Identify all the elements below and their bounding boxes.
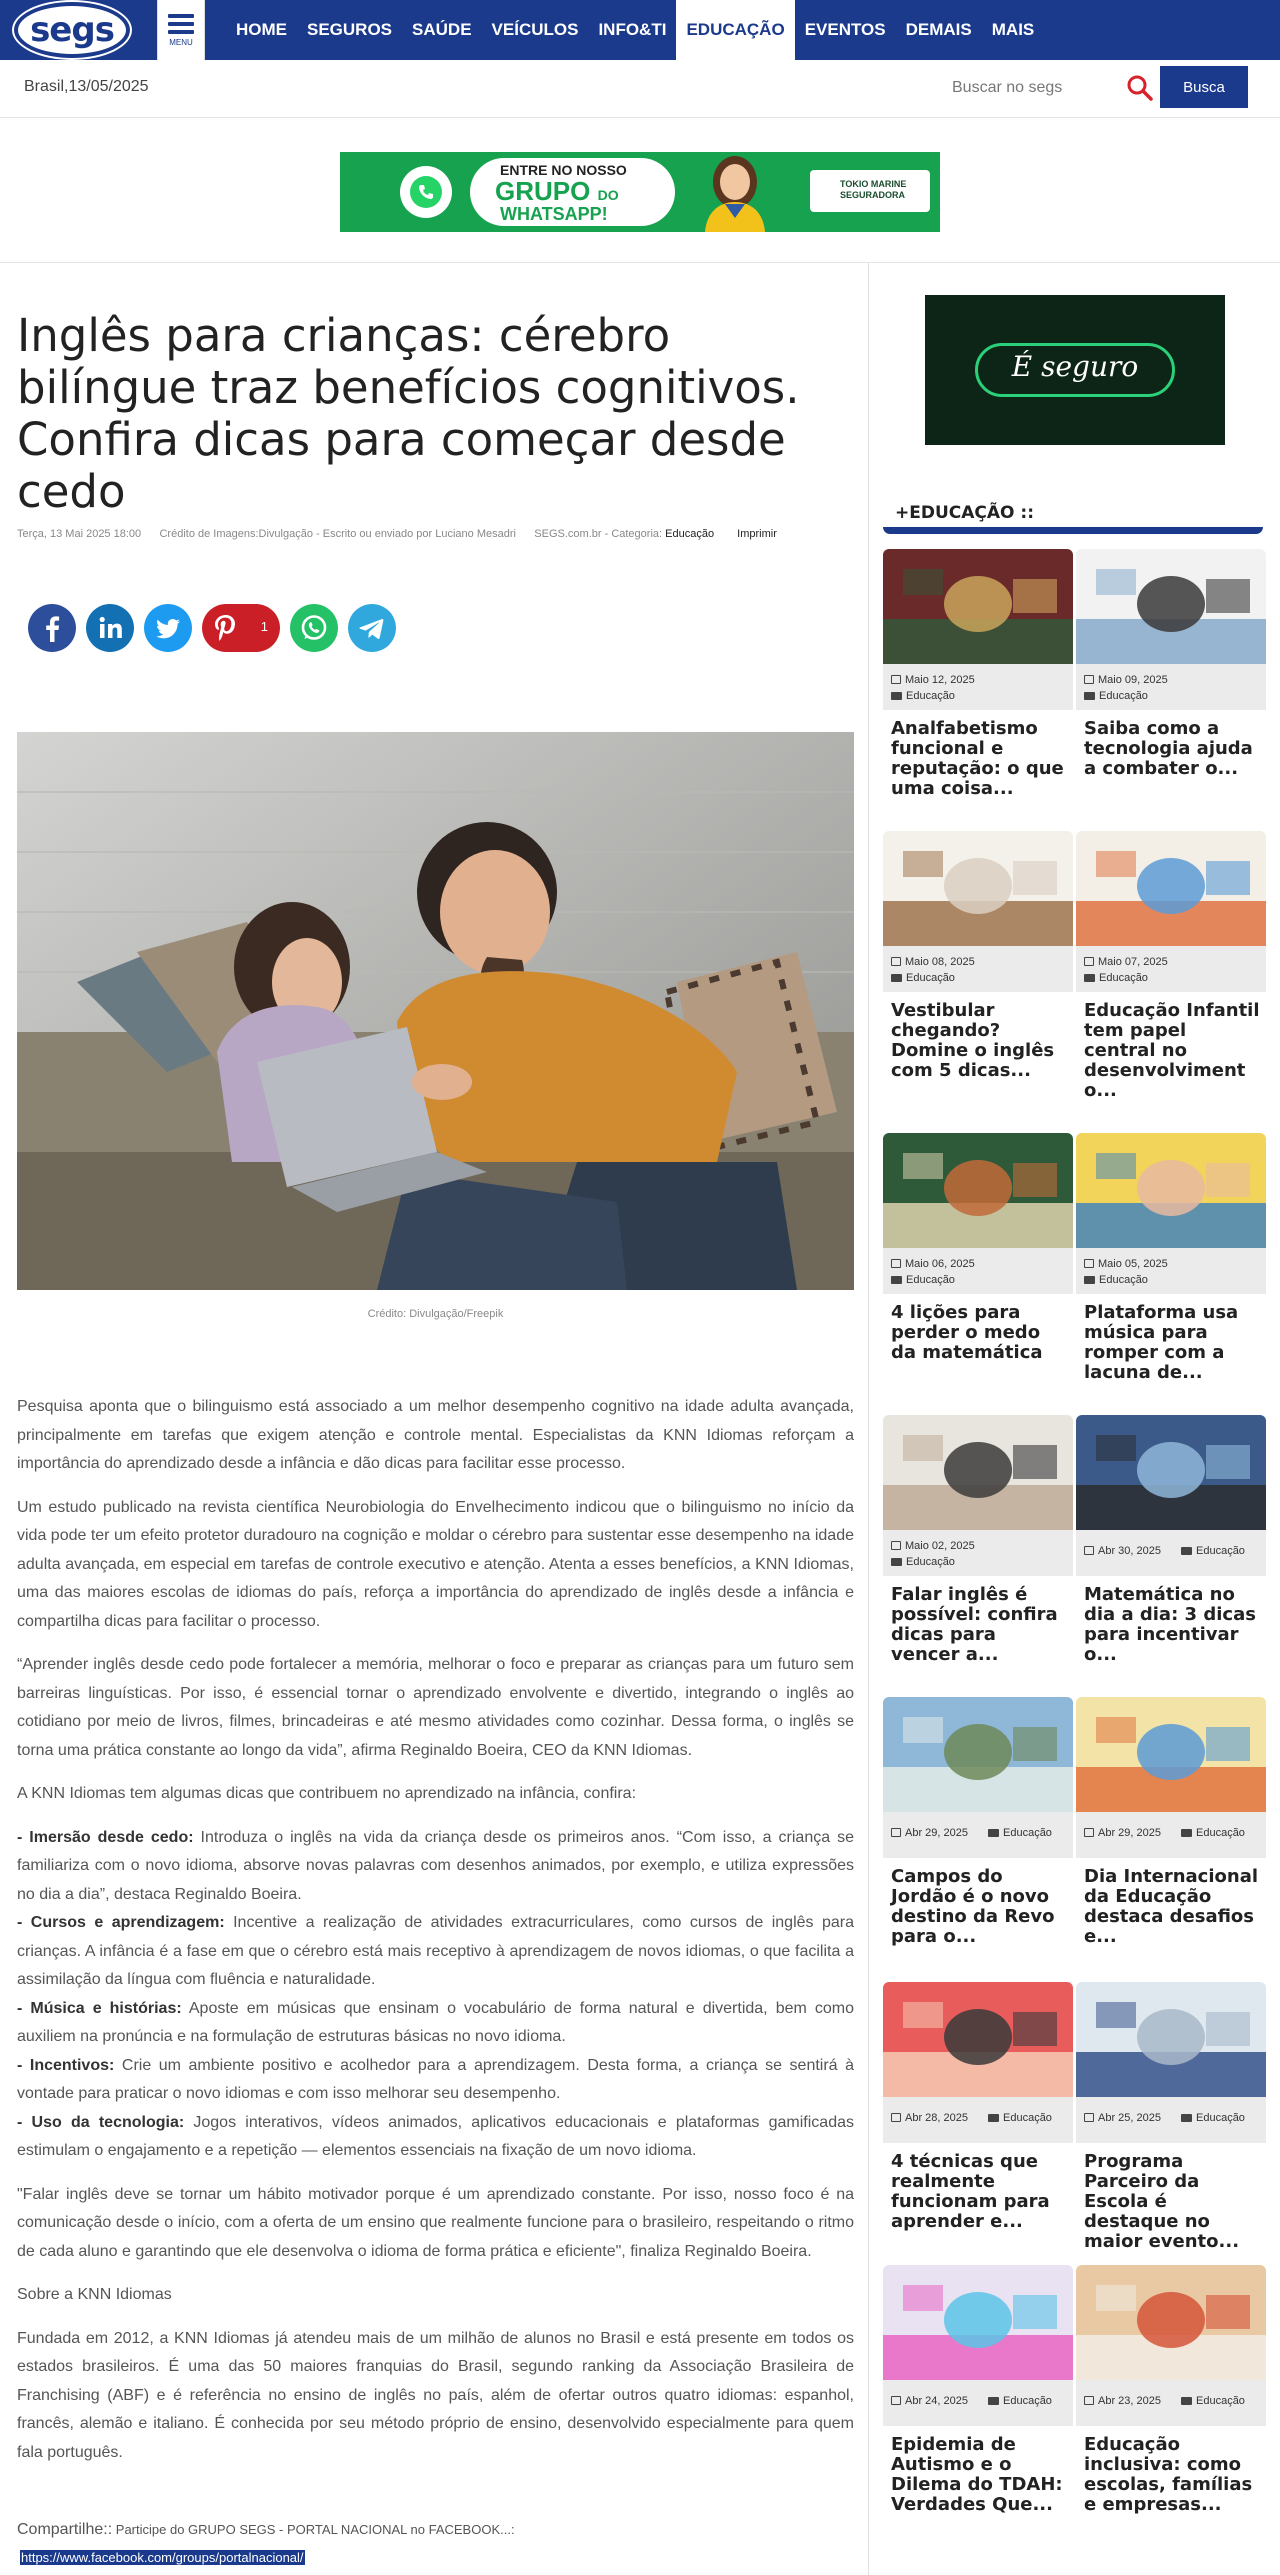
card-meta bbox=[1076, 1530, 1266, 1576]
calendar-icon bbox=[891, 2113, 901, 2122]
calendar-icon bbox=[1084, 957, 1094, 966]
folder-icon bbox=[891, 1276, 902, 1284]
card-title[interactable]: Analfabetismo funcional e reputação: o que uma coisa... bbox=[891, 718, 1064, 799]
facebook-icon[interactable] bbox=[28, 604, 76, 652]
article-subheading: Sobre a KNN Idiomas bbox=[17, 2286, 172, 2303]
related-article-card[interactable] bbox=[883, 549, 1073, 799]
folder-icon bbox=[891, 1558, 902, 1566]
card-category[interactable]: Educação bbox=[1181, 1545, 1245, 1557]
sidebar-section-underline bbox=[883, 527, 1263, 534]
card-category[interactable]: Educação bbox=[891, 1274, 955, 1286]
card-date: Maio 06, 2025 bbox=[891, 1258, 975, 1270]
tip-item bbox=[17, 2057, 854, 2103]
nav-item-info-ti[interactable]: INFO&TI bbox=[598, 20, 667, 39]
banner-line-3: WHATSAPP! bbox=[500, 204, 608, 224]
menu-label: MENU bbox=[169, 37, 193, 47]
nav-item-saude[interactable]: SAÚDE bbox=[412, 20, 472, 39]
phone-icon bbox=[416, 182, 436, 202]
tip-item bbox=[17, 1914, 854, 1988]
related-article-card[interactable] bbox=[883, 1415, 1073, 1665]
tip-text: Aposte em músicas que ensinam o vocabulário de forma natural e divertida, bem como auxiliem na pronúncia e na formulação de estruturas básicas no novo idioma. bbox=[17, 1999, 855, 2045]
article-date: Terça, 13 Mai 2025 18:00 bbox=[17, 528, 142, 540]
card-title[interactable]: Campos do Jordão é o novo destino da Revo para o... bbox=[891, 1866, 1055, 1947]
card-category[interactable]: Educação bbox=[988, 2112, 1052, 2124]
linkedin-icon[interactable] bbox=[86, 604, 134, 652]
facebook-group-link[interactable]: https://www.facebook.com/groups/portalnacional/ bbox=[21, 2550, 304, 2565]
card-category[interactable]: Educação bbox=[1084, 690, 1148, 702]
tip-text: Crie um ambiente positivo e acolhedor para a aprendizagem. Desta forma, a criança se sentirá à vontade para praticar o novo idiomas e com isso melhorar seu desempenho. bbox=[17, 2056, 855, 2102]
card-date: Abr 29, 2025 bbox=[891, 1827, 968, 1839]
card-title[interactable]: Vestibular chegando? Domine o inglês com 5 dicas... bbox=[891, 1000, 1055, 1081]
date-search-bar bbox=[0, 60, 1280, 118]
nav-item-demais[interactable]: DEMAIS bbox=[905, 20, 972, 39]
whatsapp-group-banner[interactable] bbox=[340, 152, 940, 232]
card-meta bbox=[1076, 2380, 1266, 2426]
sidebar-ad-text: É seguro bbox=[1011, 350, 1139, 383]
card-category[interactable]: Educação bbox=[891, 1556, 955, 1568]
article-thumbnail[interactable] bbox=[883, 549, 1073, 664]
card-title[interactable]: Programa Parceiro da Escola é destaque no maior evento... bbox=[1084, 2151, 1240, 2252]
folder-icon bbox=[891, 692, 902, 700]
folder-icon bbox=[988, 2397, 999, 2405]
card-title[interactable]: Plataforma usa música para romper com a lacuna de... bbox=[1084, 1302, 1239, 1383]
nav-item-home[interactable]: HOME bbox=[236, 20, 287, 39]
article-site: SEGS.com.br - Categoria: bbox=[534, 528, 663, 540]
section-divider bbox=[0, 262, 1280, 263]
card-category[interactable]: Educação bbox=[988, 1827, 1052, 1839]
tip-text: Introduza o inglês na vida da criança desde os primeiros anos. “Com isso, a criança se familiariza com o novo idioma, absorve novas palavras com desenhos animados, por exemplo, e utiliza expressões no dia a dia”, destaca Reginaldo Boeira. bbox=[17, 1828, 854, 1903]
related-article-card[interactable] bbox=[883, 1697, 1073, 1947]
calendar-icon bbox=[891, 675, 901, 684]
tip-item bbox=[17, 2114, 854, 2160]
search-button[interactable]: Busca bbox=[1160, 66, 1248, 108]
card-category[interactable]: Educação bbox=[891, 972, 955, 984]
calendar-icon bbox=[891, 957, 901, 966]
article-thumbnail[interactable] bbox=[1076, 1697, 1266, 1812]
folder-icon bbox=[1084, 974, 1095, 982]
calendar-icon bbox=[1084, 1546, 1094, 1555]
share-prefix: Compartilhe:: bbox=[17, 2521, 113, 2538]
pinterest-share-button[interactable] bbox=[202, 604, 280, 652]
banner-line-2-main: GRUPO bbox=[495, 176, 591, 206]
related-article-card[interactable] bbox=[1076, 549, 1266, 799]
search-input[interactable] bbox=[946, 73, 1126, 103]
card-meta bbox=[1076, 1248, 1266, 1294]
card-date: Abr 29, 2025 bbox=[1084, 1827, 1161, 1839]
card-category[interactable]: Educação bbox=[891, 690, 955, 702]
card-date: Maio 12, 2025 bbox=[891, 674, 975, 686]
article-paragraph: A KNN Idiomas tem algumas dicas que contribuem no aprendizado na infância, confira: bbox=[17, 1785, 637, 1802]
card-meta bbox=[883, 2380, 1073, 2426]
article-thumbnail[interactable] bbox=[1076, 2265, 1266, 2380]
card-title[interactable]: Matemática no dia a dia: 3 dicas para incentivar o... bbox=[1084, 1584, 1256, 1665]
related-article-card[interactable] bbox=[883, 2265, 1073, 2515]
card-date: Maio 08, 2025 bbox=[891, 956, 975, 968]
card-date: Abr 23, 2025 bbox=[1084, 2395, 1161, 2407]
tip-label: - Uso da tecnologia: bbox=[17, 2113, 185, 2131]
article-thumbnail[interactable] bbox=[883, 831, 1073, 946]
banner-line-1: ENTRE NO NOSSO bbox=[500, 162, 627, 178]
article-category-link[interactable]: Educação bbox=[665, 528, 715, 540]
article-paragraph: Um estudo publicado na revista científica Neurobiologia do Envelhecimento indicou que o bilinguismo no início da vida pode ter um efeito protetor duradouro na cognição e moldar o cérebro para sustentar esse desempenho na idade adulta avançada, em especial em tarefas de controle executivo e atenção. Atenta a esses benefícios, a KNN Idiomas, uma das maiores escolas de idiomas do país, reforça a importância do aprendizado de inglês desde a infância e compartilha dicas para facilitar o processo. bbox=[17, 1498, 854, 1630]
nav-item-educacao[interactable]: EDUCAÇÃO bbox=[676, 0, 794, 60]
article-thumbnail[interactable] bbox=[1076, 1982, 1266, 2097]
top-navigation-bar bbox=[0, 0, 1280, 60]
card-meta bbox=[1076, 1812, 1266, 1858]
card-date: Maio 02, 2025 bbox=[891, 1540, 975, 1552]
article-title: Inglês para crianças: cérebro bilíngue traz benefícios cognitivos. Confira dicas para começar desde cedo bbox=[17, 309, 800, 518]
card-meta bbox=[883, 2097, 1073, 2143]
related-article-card[interactable] bbox=[883, 1133, 1073, 1383]
site-logo[interactable] bbox=[14, 2, 130, 58]
folder-icon bbox=[1181, 2397, 1192, 2405]
folder-icon bbox=[988, 1829, 999, 1837]
banner-line-2-small: DO bbox=[597, 187, 619, 203]
tip-text: Jogos interativos, vídeos animados, aplicativos educacionais e plataformas gamificadas estimulam o engajamento e a repetição — elementos essenciais na fixação de um novo idioma. bbox=[17, 2113, 854, 2159]
article-paragraph: "Falar inglês deve se tornar um hábito motivador porque é um aprendizado constante. Por isso, nosso foco é na comunicação desde o início, com a oferta de um ensino que realmente funcione para o brasileiro, respeitando o ritmo de cada aluno e garantindo que ele desenvolva o idioma de forma prática e eficiente", finaliza Reginaldo Boeira. bbox=[17, 2185, 854, 2260]
calendar-icon bbox=[1084, 1259, 1094, 1268]
card-title[interactable]: 4 técnicas que realmente funcionam para aprender e... bbox=[891, 2151, 1050, 2232]
calendar-icon bbox=[1084, 1828, 1094, 1837]
card-title[interactable]: Educação inclusiva: como escolas, famílias e empresas... bbox=[1084, 2434, 1253, 2515]
related-article-card[interactable] bbox=[1076, 1982, 1266, 2252]
logo-text: segs bbox=[30, 10, 114, 50]
article-thumbnail[interactable] bbox=[883, 2265, 1073, 2380]
calendar-icon bbox=[891, 1828, 901, 1837]
photo-caption: Crédito: Divulgação/Freepik bbox=[367, 1308, 504, 1320]
sponsor-logo: TOKIO MARINE SEGURADORA bbox=[810, 170, 930, 212]
menu-button[interactable] bbox=[157, 0, 205, 60]
card-category[interactable]: Educação bbox=[1084, 1274, 1148, 1286]
folder-icon bbox=[1084, 1276, 1095, 1284]
article-paragraph: Fundada em 2012, a KNN Idiomas já atendeu mais de um milhão de alunos no Brasil e está presente em todos os estados brasileiros. É uma das 50 maiores franquias do Brasil, segundo ranking da Associação Brasileira de Franchising (ABF) e é referência no ensino de inglês no país, além de ofertar outros quatro idiomas: espanhol, francês, alemão e italiano. É conhecida por seu método próprio de ensino, desenvolvido especialmente para quem fala português. bbox=[17, 2329, 854, 2461]
article-paragraph: “Aprender inglês desde cedo pode fortalecer a memória, melhorar o foco e preparar as crianças para um futuro sem barreiras linguísticas. Por isso, é essencial tornar o aprendizado envolvente e divertido, integrando o inglês ao cotidiano por meio de livros, filmes, brincadeiras e até mesmo atividades como cozinhar. Dessa forma, o inglês se torna uma prática constante ao longo da vida”, afirma Reginaldo Boeira, CEO da KNN Idiomas. bbox=[17, 1656, 854, 1759]
card-category[interactable]: Educação bbox=[1084, 972, 1148, 984]
tip-text: Incentive a realização de atividades extracurriculares, como cursos de inglês para crianças. A infância é a fase em que o cérebro está mais receptivo à aprendizagem de novos idiomas, o que facilita a assimilação da língua com fluência e naturalidade. bbox=[17, 1914, 855, 1988]
card-category[interactable]: Educação bbox=[1181, 2395, 1245, 2407]
pinterest-icon bbox=[202, 604, 250, 652]
twitter-icon[interactable] bbox=[144, 604, 192, 652]
card-meta bbox=[1076, 946, 1266, 992]
article-meta bbox=[17, 528, 777, 540]
hamburger-icon bbox=[168, 14, 194, 34]
nav-item-mais[interactable]: MAIS bbox=[991, 20, 1035, 39]
card-title[interactable]: 4 lições para perder o medo da matemática bbox=[891, 1302, 1043, 1363]
card-title[interactable]: Dia Internacional da Educação destaca desafios e... bbox=[1084, 1866, 1259, 1947]
related-article-card[interactable] bbox=[883, 1982, 1073, 2232]
card-meta bbox=[883, 664, 1073, 710]
main-nav bbox=[226, 0, 1044, 60]
nav-item-veiculos[interactable]: VEÍCULOS bbox=[491, 20, 579, 39]
article-paragraph: Pesquisa aponta que o bilinguismo está associado a um melhor desempenho cognitivo na idade adulta avançada, principalmente em tarefas que exigem atenção e controle mental. Especialistas da KNN Idiomas reforçam a importância do aprendizado desde a infância e dão dicas para facilitar esse processo. bbox=[17, 1398, 854, 1472]
tip-label: - Imersão desde cedo: bbox=[17, 1828, 194, 1846]
whatsapp-icon[interactable] bbox=[290, 604, 338, 652]
article-body bbox=[17, 1393, 854, 2482]
banner-person-illustration bbox=[685, 152, 785, 232]
print-link[interactable]: Imprimir bbox=[737, 528, 777, 540]
article-thumbnail[interactable] bbox=[883, 1697, 1073, 1812]
card-title[interactable]: Saiba como a tecnologia ajuda a combater o... bbox=[1084, 718, 1253, 779]
card-date: Abr 25, 2025 bbox=[1084, 2112, 1161, 2124]
related-article-card[interactable] bbox=[1076, 1133, 1266, 1383]
card-date: Abr 30, 2025 bbox=[1084, 1545, 1161, 1557]
related-article-card[interactable] bbox=[883, 831, 1073, 1081]
share-line bbox=[17, 2521, 515, 2539]
related-article-card[interactable] bbox=[1076, 1697, 1266, 1947]
tips-list bbox=[17, 1824, 854, 2166]
pinterest-count: 1 bbox=[260, 619, 268, 634]
article-thumbnail[interactable] bbox=[1076, 1133, 1266, 1248]
tip-item bbox=[17, 1829, 854, 1903]
related-article-card[interactable] bbox=[1076, 1415, 1266, 1665]
card-category[interactable]: Educação bbox=[988, 2395, 1052, 2407]
card-title[interactable]: Falar inglês é possível: confira dicas para vencer a... bbox=[891, 1584, 1058, 1665]
calendar-icon bbox=[1084, 2113, 1094, 2122]
telegram-icon[interactable] bbox=[348, 604, 396, 652]
nav-item-seguros[interactable]: SEGUROS bbox=[307, 20, 393, 39]
card-title[interactable]: Epidemia de Autismo e o Dilema do TDAH: Verdades Que... bbox=[891, 2434, 1063, 2515]
card-title[interactable]: Educação Infantil tem papel central no desenvolviment o... bbox=[1084, 1000, 1260, 1101]
card-date: Abr 24, 2025 bbox=[891, 2395, 968, 2407]
tip-label: - Música e histórias: bbox=[17, 1999, 182, 2017]
tip-item bbox=[17, 2000, 854, 2046]
folder-icon bbox=[988, 2114, 999, 2122]
card-meta bbox=[883, 1248, 1073, 1294]
related-article-card[interactable] bbox=[1076, 831, 1266, 1101]
calendar-icon bbox=[1084, 675, 1094, 684]
column-divider bbox=[868, 262, 869, 2575]
calendar-icon bbox=[891, 2396, 901, 2405]
folder-icon bbox=[1181, 1547, 1192, 1555]
folder-icon bbox=[1084, 692, 1095, 700]
card-meta bbox=[1076, 664, 1266, 710]
folder-icon bbox=[1181, 2114, 1192, 2122]
card-date: Abr 28, 2025 bbox=[891, 2112, 968, 2124]
nav-item-eventos[interactable]: EVENTOS bbox=[804, 20, 886, 39]
card-category[interactable]: Educação bbox=[1181, 2112, 1245, 2124]
article-thumbnail[interactable] bbox=[1076, 549, 1266, 664]
card-meta bbox=[883, 1812, 1073, 1858]
article-credit: Crédito de Imagens:Divulgação - Escrito ou enviado por Luciano Mesadri bbox=[159, 528, 516, 540]
share-text: Participe do GRUPO SEGS - PORTAL NACIONAL no FACEBOOK...: bbox=[112, 2522, 515, 2537]
folder-icon bbox=[1181, 1829, 1192, 1837]
tip-label: - Cursos e aprendizagem: bbox=[17, 1914, 225, 1931]
card-date: Maio 09, 2025 bbox=[1084, 674, 1168, 686]
folder-icon bbox=[891, 974, 902, 982]
article-main-photo bbox=[17, 732, 854, 1290]
calendar-icon bbox=[891, 1259, 901, 1268]
card-meta bbox=[1076, 2097, 1266, 2143]
card-date: Maio 05, 2025 bbox=[1084, 1258, 1168, 1270]
card-category[interactable]: Educação bbox=[1181, 1827, 1245, 1839]
article-thumbnail[interactable] bbox=[883, 1133, 1073, 1248]
search-icon[interactable] bbox=[1126, 74, 1154, 102]
article-thumbnail[interactable] bbox=[1076, 1415, 1266, 1530]
article-thumbnail[interactable] bbox=[1076, 831, 1266, 946]
article-thumbnail[interactable] bbox=[883, 1415, 1073, 1530]
sidebar-section-title: +EDUCAÇÃO :: bbox=[895, 503, 1035, 523]
card-date: Maio 07, 2025 bbox=[1084, 956, 1168, 968]
calendar-icon bbox=[891, 1541, 901, 1550]
calendar-icon bbox=[1084, 2396, 1094, 2405]
related-article-card[interactable] bbox=[1076, 2265, 1266, 2515]
article-thumbnail[interactable] bbox=[883, 1982, 1073, 2097]
card-meta bbox=[883, 1530, 1073, 1576]
tip-label: - Incentivos: bbox=[17, 2056, 115, 2074]
card-meta bbox=[883, 946, 1073, 992]
current-date: Brasil,13/05/2025 bbox=[24, 78, 149, 95]
